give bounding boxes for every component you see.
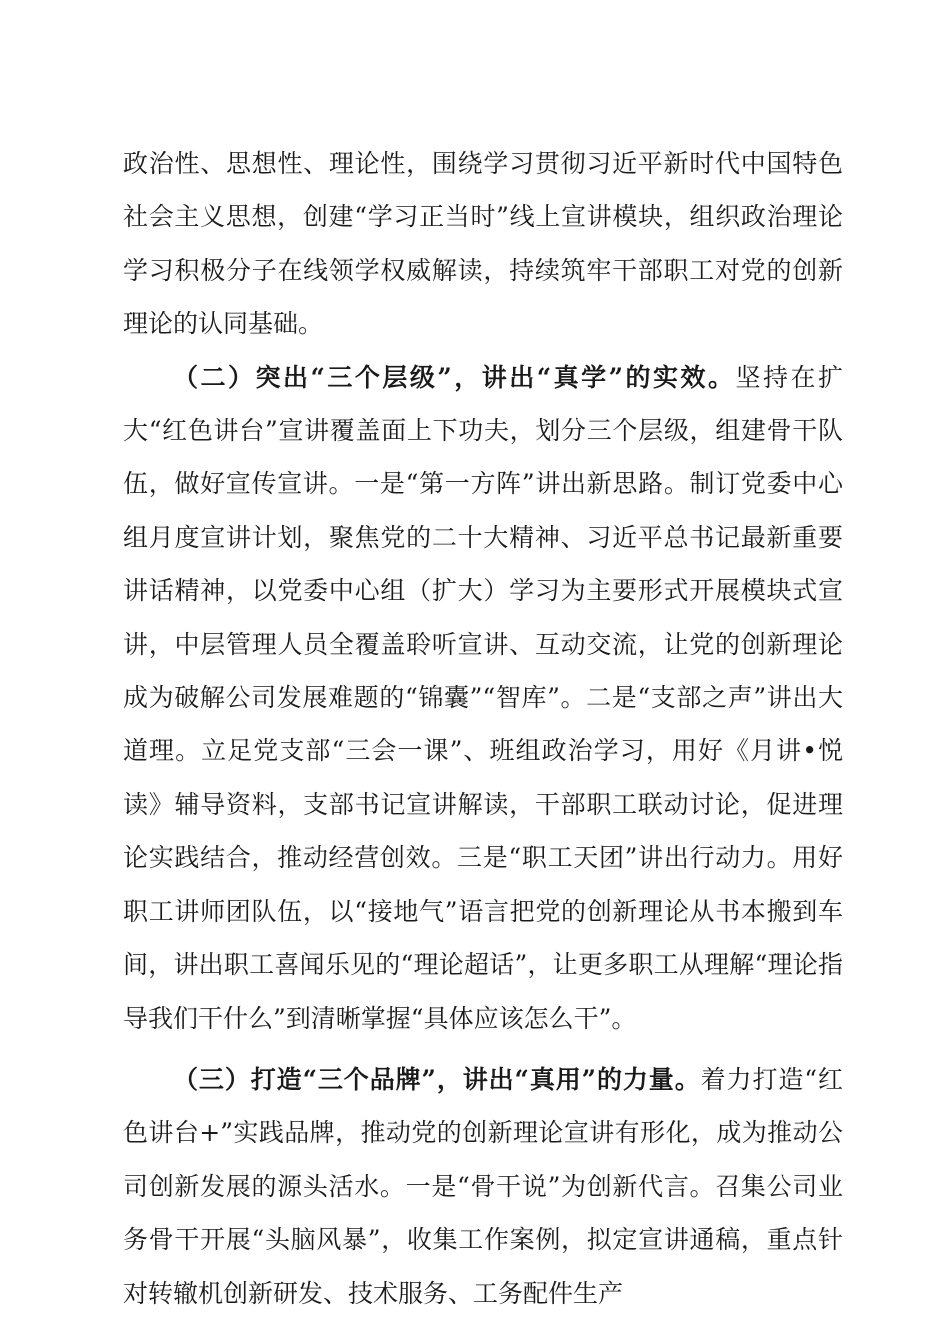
paragraph-2: [123, 351, 843, 1045]
paragraph-3-heading: （三）打造“三个品牌”，讲出“真用”的力量。: [173, 1064, 701, 1094]
paragraph-3: [123, 1053, 843, 1320]
paragraph-2-text: 坚持在扩大“红色讲台”宣讲覆盖面上下功夫，划分三个层级，组建骨干队伍，做好宣传宣讲。一是“第一方阵”讲出新思路。制订党委中心组月度宣讲计划，聚焦党的二十大精神、习近平总书记最新重要讲话精神，以党委中心组（扩大）学习为主要形式开展模块式宣讲，中层管理人员全覆盖聆听宣讲、互动交流，让党的创新理论成为破解公司发展难题的“锦囊”“智库”。二是“支部之声”讲出大道理。立足党支部“三会一课”、班组政治学习，用好《月讲•悦读》辅导资料，支部书记宣讲解读，干部职工联动讨论，促进理论实践结合，推动经营创效。三是“职工天团”讲出行动力。用好职工讲师团队伍，以“接地气”语言把党的创新理论从书本搬到车间，讲出职工喜闻乐见的“理论超话”，让更多职工从理解“理论指导我们干什么”到清晰掌握“具体应该怎么干”。: [123, 362, 843, 1033]
paragraph-2-heading: （二）突出“三个层级”，讲出“真学”的实效。: [173, 362, 736, 392]
paragraph-1: [123, 137, 843, 351]
paragraph-3-text: 着力打造“红色讲台+”实践品牌，推动党的创新理论宣讲有形化，成为推动公司创新发展的源头活水。一是“骨干说”为创新代言。召集公司业务骨干开展“头脑风暴”，收集工作案例，拟定宣讲通稿，重点针对转辙机创新研发、技术服务、工务配件生产: [123, 1064, 843, 1308]
paragraph-1-text: 政治性、思想性、理论性，围绕学习贯彻习近平新时代中国特色社会主义思想，创建“学习正当时”线上宣讲模块，组织政治理论学习积极分子在线领学权威解读，持续筑牢干部职工对党的创新理论的认同基础。: [123, 149, 843, 339]
document-body: [123, 137, 843, 1320]
